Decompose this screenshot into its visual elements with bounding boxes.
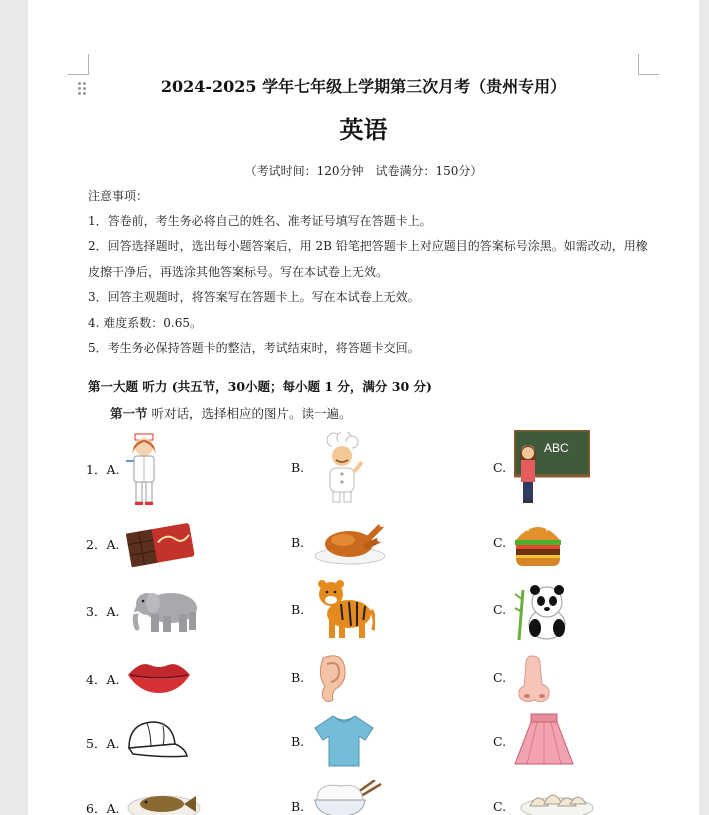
option-b-label: B.	[291, 602, 305, 617]
question-number: 1．A.	[86, 462, 120, 477]
section-title: 第一大题 听力 (共五节，30小题；每小题 1 分，满分 30 分)	[88, 379, 432, 394]
question-number: 4．A.	[86, 672, 120, 687]
fish-picture[interactable]	[126, 786, 202, 815]
part-label: 第一节	[110, 406, 148, 421]
option-b-label: B.	[291, 734, 305, 749]
panda-picture[interactable]	[513, 580, 571, 642]
question-number: 5．A.	[86, 736, 120, 751]
document-page	[28, 0, 699, 815]
question-number: 2．A.	[86, 537, 120, 552]
question-number: 3．A.	[86, 604, 120, 619]
lips-picture[interactable]	[126, 659, 192, 695]
margin-corner-top-left	[68, 54, 89, 75]
note-item: 5．考生务必保持答题卡的整洁，考试结束时，将答题卡交回。	[88, 341, 420, 355]
note-item: 1．答卷前，考生务必将自己的姓名、准考证号填写在答题卡上。	[88, 214, 432, 228]
tiger-picture[interactable]	[315, 578, 375, 640]
option-c-label: C.	[493, 799, 507, 814]
option-c-label: C.	[493, 602, 507, 617]
option-b-label: B.	[291, 670, 305, 685]
chef-picture[interactable]	[318, 432, 366, 506]
teacher-picture[interactable]	[514, 430, 590, 504]
option-c-label: C.	[493, 670, 507, 685]
exam-title: 2024-2025 学年七年级上学期第三次月考（贵州专用）	[160, 77, 567, 96]
nose-picture[interactable]	[514, 654, 554, 704]
option-b-label: B.	[291, 535, 305, 550]
option-c-label: C.	[493, 734, 507, 749]
chocolate-picture[interactable]	[124, 518, 196, 568]
option-c-label: C.	[493, 535, 507, 550]
notes-heading: 注意事项：	[88, 189, 149, 203]
elephant-picture[interactable]	[127, 586, 203, 634]
note-item: 皮擦干净后，再选涂其他答案标号。写在本试卷上无效。	[88, 265, 389, 279]
dumplings-picture[interactable]	[520, 782, 594, 815]
subject-title: 英语	[339, 116, 388, 144]
skirt-picture[interactable]	[513, 712, 575, 768]
rice-bowl-picture[interactable]	[313, 780, 383, 815]
option-b-label: B.	[291, 799, 305, 814]
nurse-picture[interactable]	[124, 432, 164, 506]
question-number: 6．A.	[86, 801, 120, 815]
note-item: 2．回答选择题时，选出每小题答案后，用 2B 铅笔把答题卡上对应题目的答案标号涂黑。如需改动，用橡	[88, 239, 648, 253]
margin-corner-top-right	[638, 54, 659, 75]
part-instruction-text: 听对话，选择相应的图片。读一遍。	[147, 406, 352, 421]
ear-picture[interactable]	[313, 652, 349, 704]
exam-info: （考试时间：120分钟 试卷满分：150分）	[244, 164, 483, 178]
part-instruction	[110, 404, 352, 422]
option-b-label: B.	[291, 460, 305, 475]
hamburger-picture[interactable]	[513, 518, 563, 568]
option-c-label: C.	[493, 460, 507, 475]
t-shirt-picture[interactable]	[313, 714, 375, 768]
note-item: 3．回答主观题时，将答案写在答题卡上。写在本试卷上无效。	[88, 290, 420, 304]
roast-chicken-picture[interactable]	[313, 516, 387, 566]
blackboard-text: ABC	[544, 441, 569, 455]
cap-picture[interactable]	[125, 718, 189, 762]
note-item: 4. 难度系数：0.65。	[88, 316, 202, 330]
